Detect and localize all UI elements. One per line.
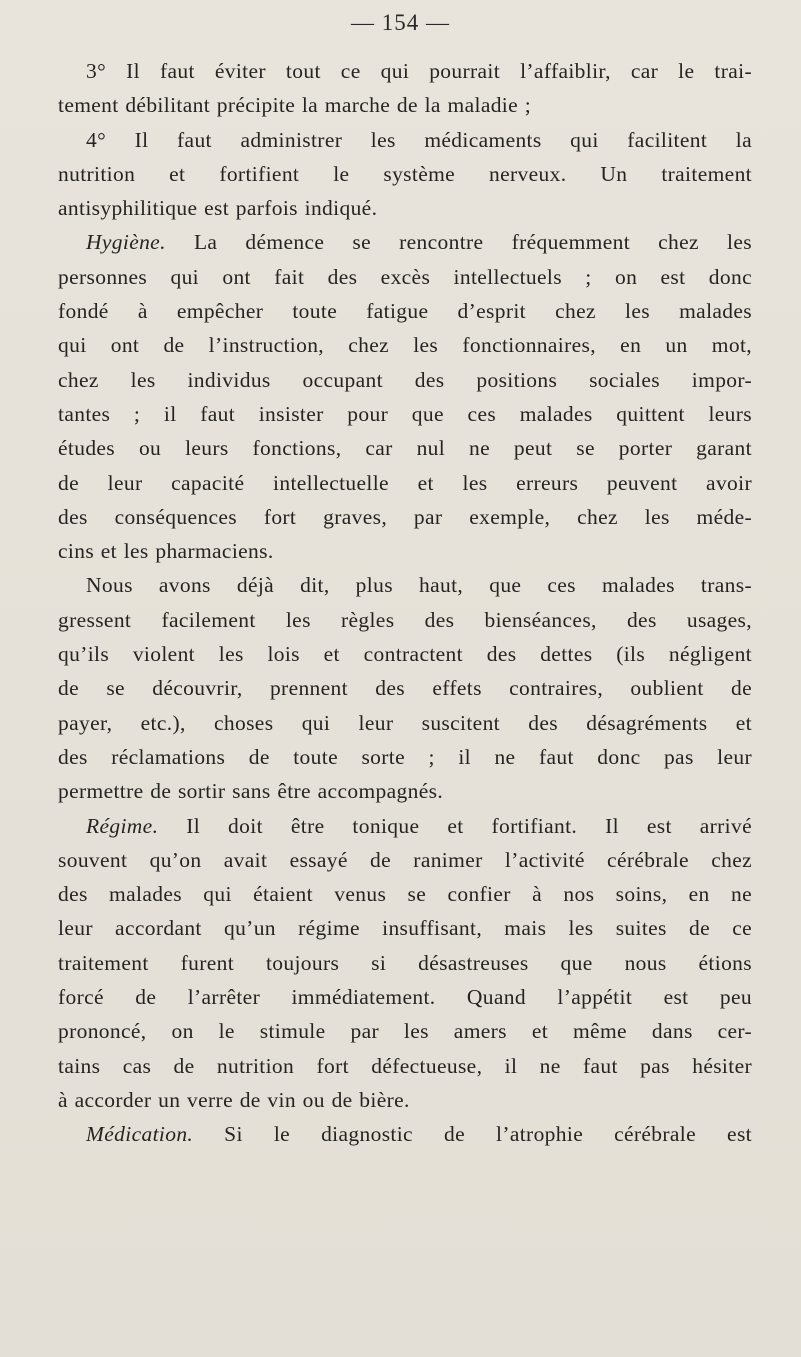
line-text: chez les individus occupant des positions sociales impor- [58, 367, 752, 392]
line-text: tement débilitant précipite la marche de la maladie ; [58, 93, 532, 118]
text-line [58, 328, 752, 362]
text-line [58, 1083, 752, 1117]
text-line [58, 157, 752, 191]
text-line [58, 671, 752, 705]
section-label: Médication. [86, 1122, 194, 1147]
text-line [58, 1014, 752, 1048]
line-text: tains cas de nutrition fort défectueuse, il ne faut pas hésiter [58, 1053, 752, 1078]
line-text: traitement furent toujours si désastreuses que nous étions [58, 950, 752, 975]
text-line [58, 363, 752, 397]
line-text: forcé de l’arrêter immédiatement. Quand l’appétit est peu [58, 985, 752, 1010]
line-text: des réclamations de toute sorte ; il ne faut donc pas leur [58, 744, 752, 769]
line-text: fondé à empêcher toute fatigue d’esprit chez les malades [58, 299, 752, 324]
line-text: de se découvrir, prennent des effets contraires, oublient de [58, 676, 752, 701]
line-text: permettre de sortir sans être accompagnés. [58, 779, 444, 804]
line-text: Si le diagnostic de l’atrophie cérébrale est [224, 1122, 752, 1147]
text-line [58, 980, 752, 1014]
text-line [58, 294, 752, 328]
text-line [58, 431, 752, 465]
text-line [58, 706, 752, 740]
line-text: gressent facilement les règles des bienséances, des usages, [58, 607, 752, 632]
text-line [58, 1117, 752, 1151]
line-text: antisyphilitique est parfois indiqué. [58, 196, 378, 221]
text-line [58, 843, 752, 877]
line-text: qu’ils violent les lois et contractent des dettes (ils négligent [58, 642, 752, 667]
line-text: personnes qui ont fait des excès intellectuels ; on est donc [58, 264, 752, 289]
line-text: qui ont de l’instruction, chez les fonctionnaires, en un mot, [58, 333, 752, 358]
line-text: 4° Il faut administrer les médicaments qui facilitent la [86, 127, 752, 152]
text-line [58, 397, 752, 431]
text-line [58, 191, 752, 225]
line-text: des malades qui étaient venus se confier à nos soins, en ne [58, 882, 752, 907]
section-label: Hygiène. [86, 230, 166, 255]
text-line [58, 603, 752, 637]
line-text: La démence se rencontre fréquemment chez les [193, 230, 752, 255]
line-text: nutrition et fortifient le système nerveux. Un traitement [58, 161, 752, 186]
body-text [58, 54, 752, 1152]
text-line [58, 466, 752, 500]
text-line [58, 88, 752, 122]
line-text: Nous avons déjà dit, plus haut, que ces malades trans- [86, 573, 752, 598]
text-line [58, 774, 752, 808]
text-line [58, 54, 752, 88]
line-text: de leur capacité intellectuelle et les erreurs peuvent avoir [58, 470, 752, 495]
text-line [58, 123, 752, 157]
text-line [58, 260, 752, 294]
line-text: études ou leurs fonctions, car nul ne peut se porter garant [58, 436, 752, 461]
line-text: payer, etc.), choses qui leur suscitent des désagréments et [58, 710, 752, 735]
text-line [58, 534, 752, 568]
text-line [58, 946, 752, 980]
text-line [58, 500, 752, 534]
section-label: Régime. [86, 813, 159, 838]
page-number-header: — 154 — [351, 10, 450, 35]
text-line [58, 809, 752, 843]
line-text: tantes ; il faut insister pour que ces malades quittent leurs [58, 401, 752, 426]
text-line [58, 1049, 752, 1083]
line-text: leur accordant qu’un régime insuffisant, mais les suites de ce [58, 916, 752, 941]
text-line [58, 740, 752, 774]
text-line [58, 225, 752, 259]
line-text: 3° Il faut éviter tout ce qui pourrait l’affaiblir, car le trai- [86, 59, 752, 83]
line-text: prononcé, on le stimule par les amers et même dans cer- [58, 1019, 752, 1044]
line-text: souvent qu’on avait essayé de ranimer l’activité cérébrale chez [58, 847, 752, 872]
line-text: Il doit être tonique et fortifiant. Il est arrivé [186, 813, 753, 838]
text-line [58, 637, 752, 671]
line-text: cins et les pharmaciens. [58, 539, 274, 564]
line-text: des conséquences fort graves, par exemple, chez les méde- [58, 504, 752, 529]
text-line [58, 568, 752, 602]
text-line [58, 911, 752, 945]
line-text: à accorder un verre de vin ou de bière. [58, 1087, 410, 1112]
text-line [58, 877, 752, 911]
